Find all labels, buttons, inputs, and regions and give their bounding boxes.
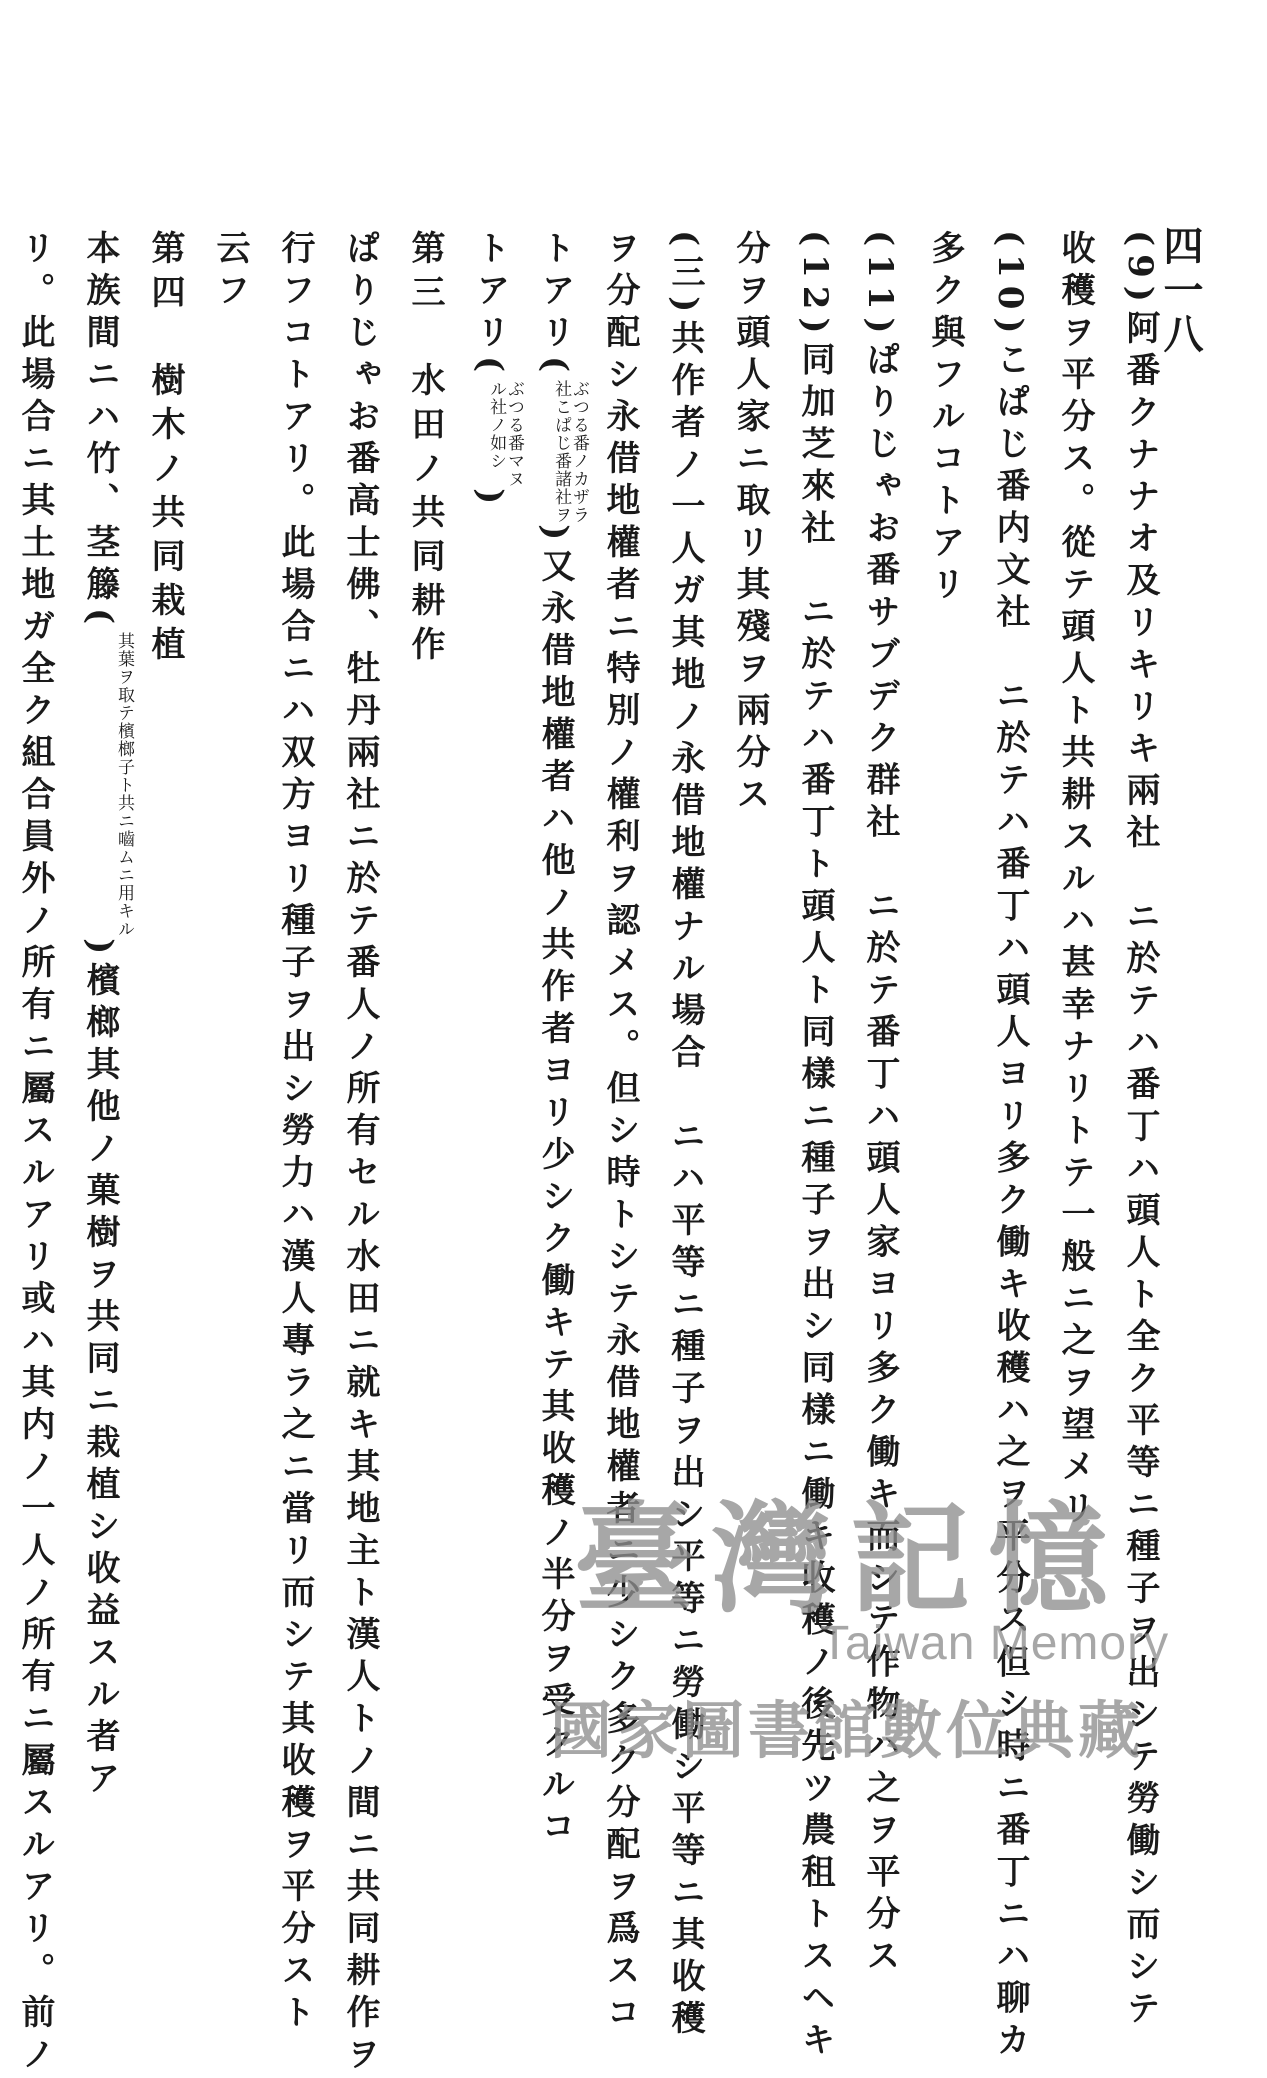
text-column-6: (12)同加芝來社 ニ於テハ番丁ト頭人ト同樣ニ種子ヲ出シ同樣ニ働キ收穫ノ後先ツ農租トスヘキ <box>795 230 835 2064</box>
text-column-4: 多ク與フルコトアリ <box>925 230 965 608</box>
text-column-11: トアリ(ぶつる番マヌ ル社ノ如シ) <box>470 230 524 513</box>
watermark <box>520 1489 1180 1840</box>
text-column-8: (三)共作者ノ一人ガ其地ノ永借地權ナル場合 ニハ平等ニ種子ヲ出シ平等ニ勞働シ平等ニ其收穫 <box>665 230 705 2043</box>
watermark-english-text: Taiwan Memory <box>820 1617 1170 1670</box>
text-column-18: リ。此場合ニ其土地ガ全ク組合員外ノ所有ニ屬スルアリ或ハ其内ノ一人ノ所有ニ屬スルアリ。前ノ <box>15 230 55 2078</box>
page-number: 四一八 <box>1157 225 1204 357</box>
inline-note: ぶつる番ノカザラ 社こぱじ番諸社ヲ <box>551 380 589 525</box>
text-column-13: ぱりじゃお番高士佛、牡丹兩社ニ於テ番人ノ所有セル水田ニ就キ其地主ト漢人トノ間ニ共同耕作ヲ <box>340 230 380 2078</box>
text-column-14: 行フコトアリ。此場合ニハ双方ヨリ種子ヲ出シ勞力ハ漢人專ラ之ニ當リ而シテ其收穫ヲ平分スト <box>275 230 315 2036</box>
text-column-17: 本族間ニハ竹、茎籐(其葉ヲ取テ檳榔子ト共ニ嚙ムニ用キル)檳榔其他ノ菓樹ヲ共同ニ栽植シ收益スル者ア <box>80 230 134 1803</box>
text-column-9: ヲ分配シ永借地權者ニ特別ノ權利ヲ認メス。但シ時トシテ永借地權者ニ少シク多ク分配ヲ爲スコ <box>600 230 640 2036</box>
text-column-7: 分ヲ頭人家ニ取リ其殘ヲ兩分ス <box>730 230 770 818</box>
section-heading-3: 第三 水田ノ共同耕作 <box>405 230 445 670</box>
text-column-5: (11)ぱりじゃお番サブデク群社 ニ於テ番丁ハ頭人家ヨリ多ク働キ而シテ作物ハ之ヲ平分ス <box>860 230 900 1980</box>
text-column-10: トアリ(ぶつる番ノカザラ 社こぱじ番諸社ヲ)又永借地權者ハ他ノ共作者ヨリ少シク働キテ其收穫ノ半分ヲ受クルコ <box>535 230 589 1851</box>
inline-note: ぶつる番マヌ ル社ノ如シ <box>486 380 524 489</box>
text-column-15: 云フ <box>210 230 250 314</box>
watermark-logo: 臺灣記憶 <box>574 1489 1126 1630</box>
text-column-2: 收穫ヲ平分ス。從テ頭人ト共耕スルハ甚幸ナリトテ一般ニ之ヲ望メリ <box>1055 230 1095 1532</box>
watermark-chinese-text: 國家圖書館數位典藏 <box>550 1694 1145 1767</box>
inline-note: 其葉ヲ取テ檳榔子ト共ニ嚙ムニ用キル <box>114 632 134 939</box>
text-column-1: (9)阿番クナナオ及リキリキ兩社 ニ於テハ番丁ハ頭人ト全ク平等ニ種子ヲ出シテ勞働シ而シテ <box>1120 230 1160 2032</box>
text-column-3: (10)こぱじ番内文社 ニ於テハ番丁ハ頭人ヨリ多ク働キ收穫ハ之ヲ平分ス但シ時ニ番丁ニハ聊カ <box>990 230 1030 2064</box>
section-heading-4: 第四 樹木ノ共同栽植 <box>145 230 185 670</box>
